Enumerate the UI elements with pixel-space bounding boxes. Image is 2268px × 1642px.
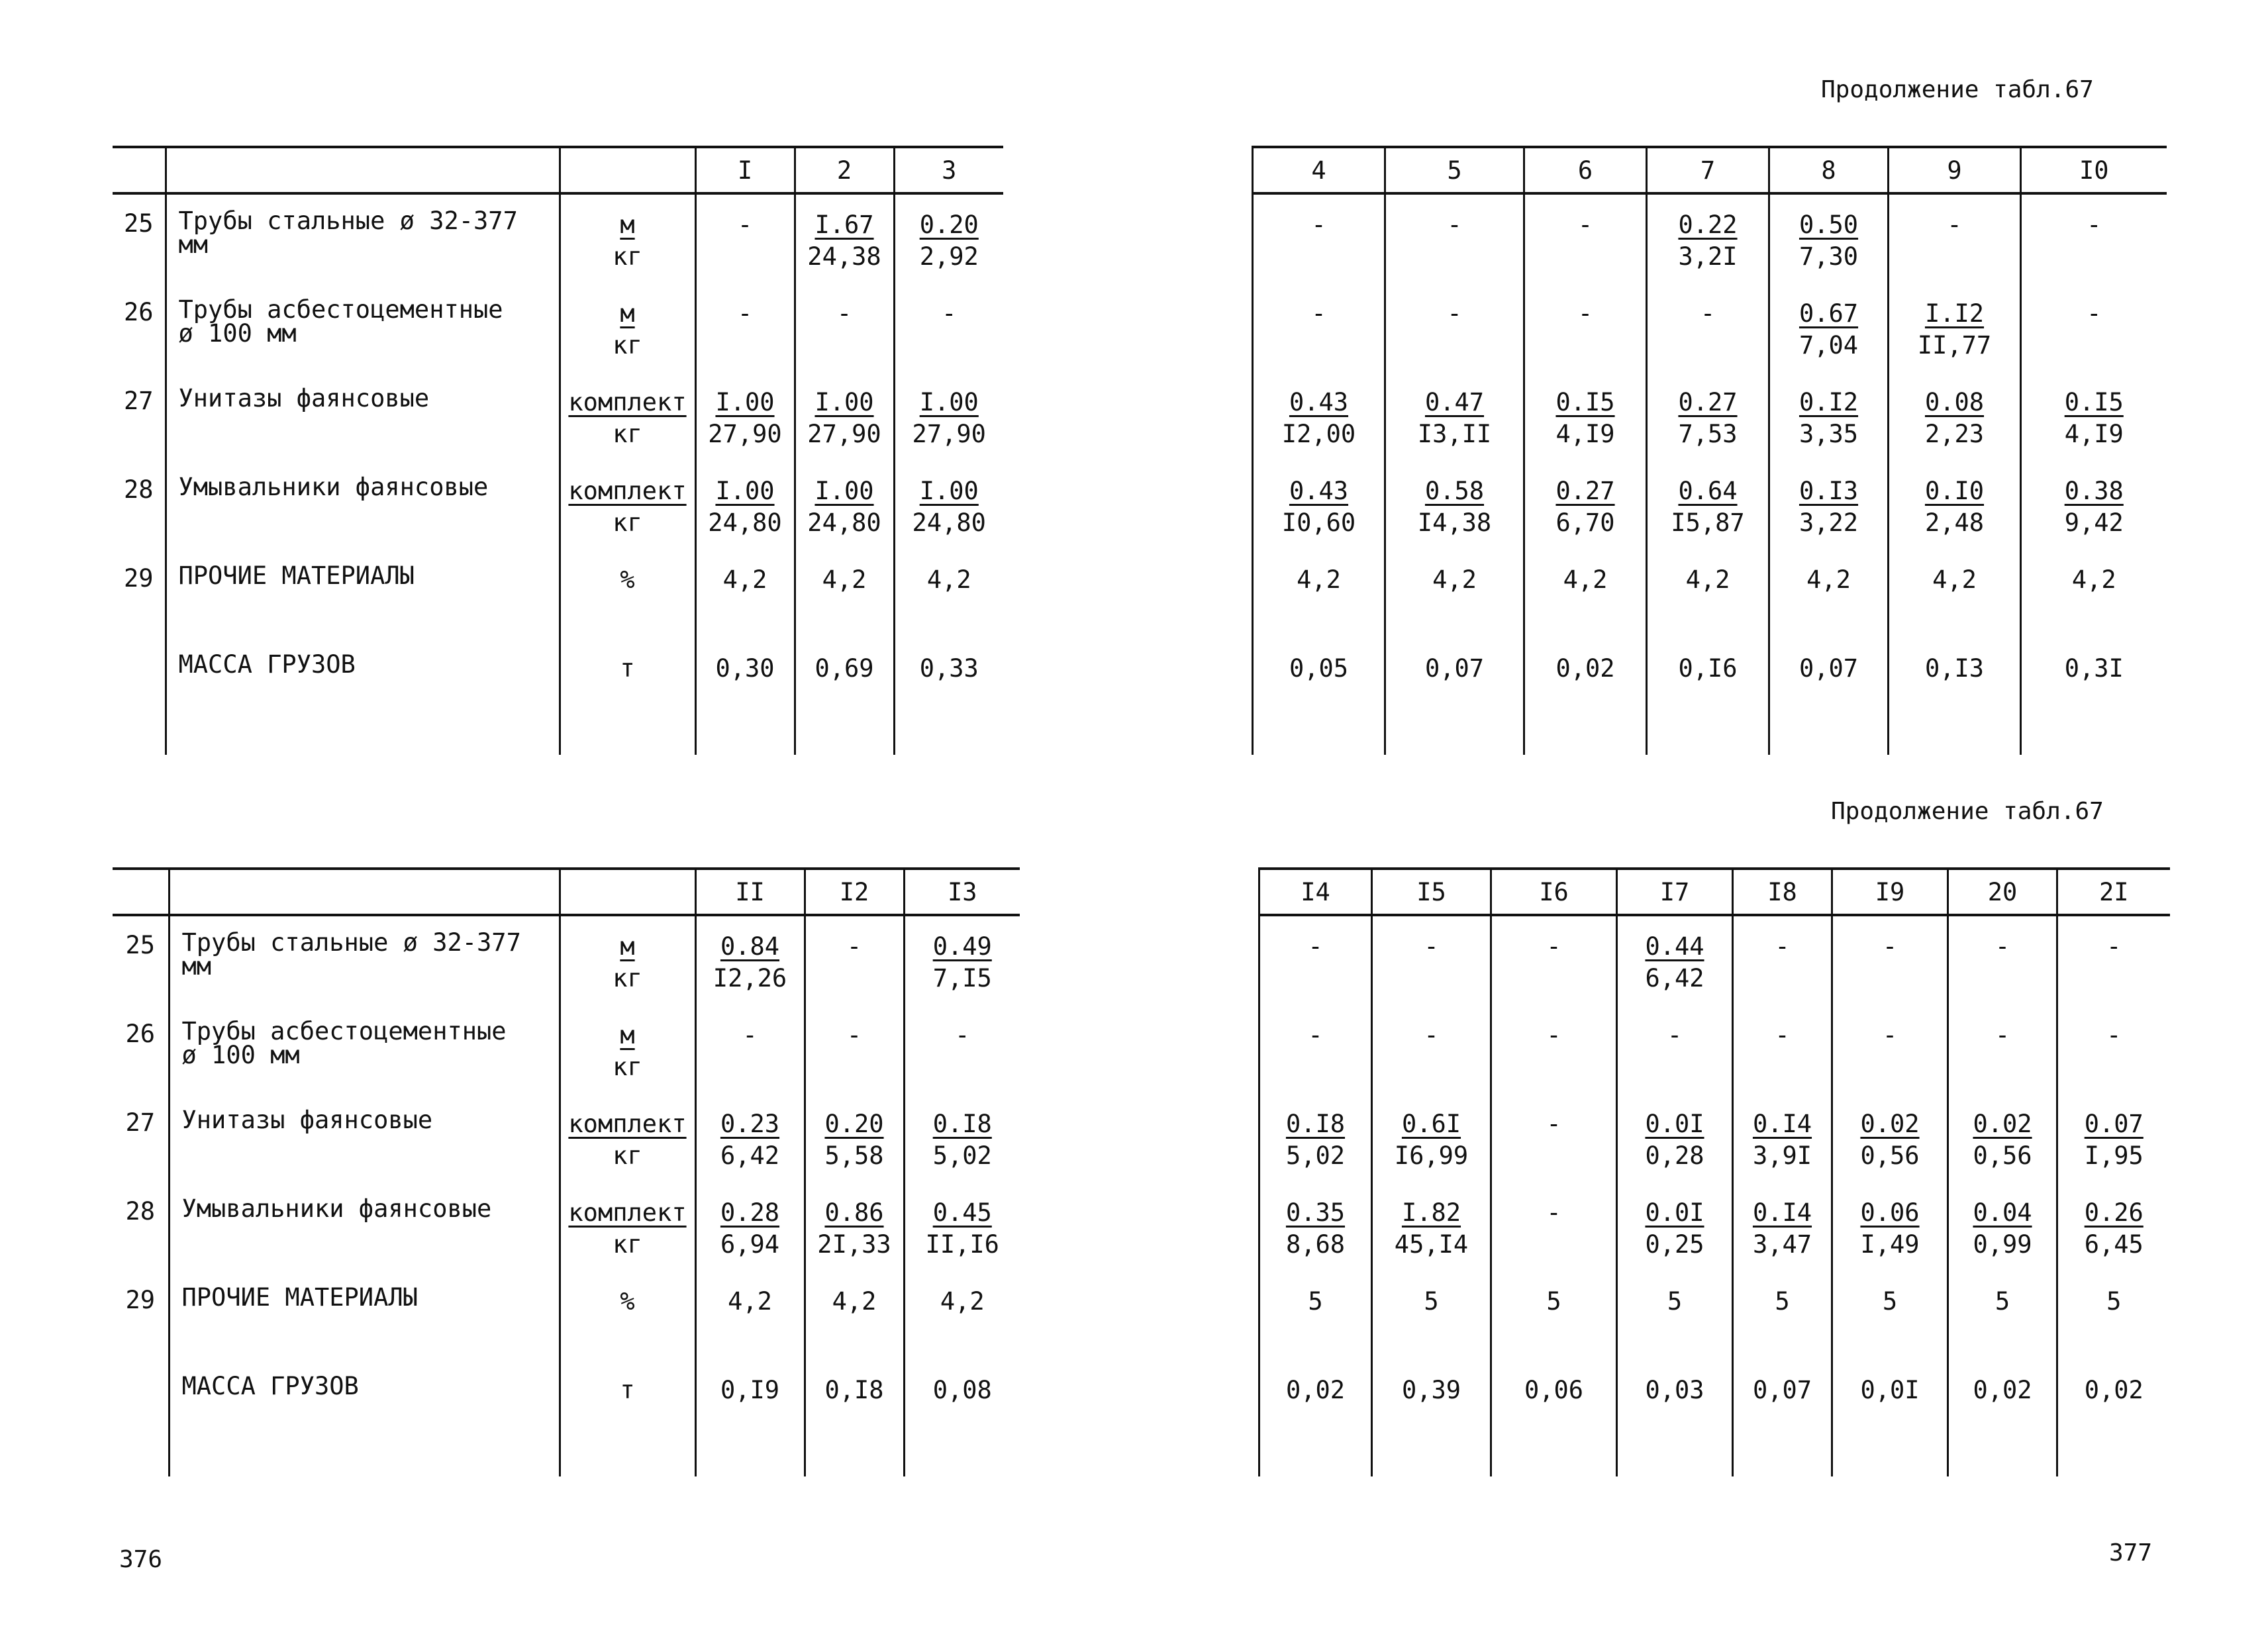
- value: 4,2: [940, 1287, 985, 1316]
- unit-secondary: кг: [613, 242, 642, 271]
- value: -: [2087, 299, 2102, 328]
- unit-secondary: кг: [613, 508, 642, 537]
- value: -: [2087, 211, 2102, 239]
- value-mass: 6,42: [1645, 964, 1704, 992]
- value-mass: 3,2I: [1678, 242, 1738, 271]
- value: 0.20: [824, 1110, 884, 1138]
- value: 0.06: [1860, 1198, 1920, 1227]
- value: 5: [2106, 1287, 2122, 1316]
- value: -: [1995, 932, 2010, 961]
- col-header: II: [695, 869, 805, 915]
- value: -: [955, 1021, 970, 1049]
- value: -: [1882, 932, 1898, 961]
- col-header: I7: [1617, 869, 1733, 915]
- page-number-right: 377: [2109, 1539, 2153, 1567]
- value: 0,I6: [1678, 654, 1738, 683]
- value: I.82: [1401, 1198, 1461, 1227]
- value: -: [1775, 932, 1790, 961]
- row-name: Унитазы фаянсовые: [181, 1106, 433, 1134]
- value: 0,02: [1285, 1376, 1346, 1404]
- value: 4,2: [722, 565, 767, 594]
- value: 4,2: [2071, 565, 2116, 594]
- caption-top: Продолжение табл.67: [1821, 76, 2094, 103]
- value: -: [1882, 1021, 1898, 1049]
- value-mass: 5,02: [932, 1141, 992, 1170]
- value-mass: II,I6: [925, 1230, 999, 1259]
- value: 0.07: [2084, 1110, 2144, 1138]
- value: I.00: [814, 477, 874, 505]
- caption-bottom: Продолжение табл.67: [1831, 798, 2104, 825]
- value: 0,05: [1289, 654, 1349, 683]
- row-number: 26: [123, 298, 154, 326]
- row-number: 29: [125, 1286, 156, 1314]
- value: I.67: [814, 211, 874, 239]
- col-header: 2: [795, 147, 894, 193]
- value-mass: 45,I4: [1394, 1230, 1469, 1259]
- value: 0,3I: [2064, 654, 2124, 683]
- value: 0.I2: [1799, 388, 1859, 416]
- value: -: [1311, 211, 1326, 239]
- value: 0.67: [1799, 299, 1859, 328]
- row-number: 29: [123, 564, 154, 593]
- value: 0,33: [919, 654, 979, 683]
- value-mass: 2,23: [1924, 420, 1985, 448]
- value-mass: 27,90: [708, 420, 782, 448]
- value: 0.08: [1924, 388, 1985, 416]
- value: -: [1308, 1021, 1323, 1049]
- value: 4,2: [926, 565, 971, 594]
- value-mass: I2,26: [713, 964, 787, 992]
- value: 0.45: [932, 1198, 992, 1227]
- value-mass: I,49: [1860, 1230, 1920, 1259]
- value-mass: 8,68: [1285, 1230, 1346, 1259]
- row-name: Трубы стальные ø 32-377 мм: [181, 928, 521, 981]
- value: 4,2: [1932, 565, 1977, 594]
- value: -: [1424, 932, 1439, 961]
- value-mass: I2,00: [1281, 420, 1356, 448]
- value-mass: 7,I5: [932, 964, 992, 992]
- value: 0,I9: [720, 1376, 780, 1404]
- value: -: [2106, 1021, 2122, 1049]
- value-mass: II,77: [1917, 331, 1992, 360]
- value: 0.I4: [1752, 1198, 1812, 1227]
- value: 0.26: [2084, 1198, 2144, 1227]
- value-mass: I4,38: [1417, 508, 1492, 537]
- unit-primary: %: [620, 565, 635, 594]
- col-header: I3: [904, 869, 1020, 915]
- value: -: [1577, 299, 1593, 328]
- value: -: [1546, 1198, 1561, 1227]
- value-mass: 24,38: [807, 242, 881, 271]
- row-name: Умывальники фаянсовые: [178, 473, 489, 501]
- col-header: I: [695, 147, 795, 193]
- value: I.00: [919, 477, 979, 505]
- row-number: [113, 638, 165, 653]
- value: 0,03: [1645, 1376, 1704, 1404]
- unit-secondary: кг: [613, 1141, 642, 1170]
- col-header: 6: [1524, 147, 1647, 193]
- col-header: 5: [1385, 147, 1524, 193]
- value-mass: I0,60: [1281, 508, 1356, 537]
- value: -: [1308, 932, 1323, 961]
- row-number: 27: [123, 387, 154, 415]
- col-header: 3: [894, 147, 1003, 193]
- value-mass: I5,87: [1671, 508, 1745, 537]
- value-mass: 6,94: [720, 1230, 780, 1259]
- value: -: [737, 299, 753, 328]
- row-name: Умывальники фаянсовые: [181, 1194, 492, 1223]
- value-mass: 2,92: [919, 242, 979, 271]
- unit-secondary: кг: [613, 1230, 642, 1259]
- value-mass: 5,02: [1285, 1141, 1346, 1170]
- value: 0.43: [1289, 388, 1349, 416]
- value: -: [1775, 1021, 1790, 1049]
- value: 0,30: [715, 654, 775, 683]
- value: 0.64: [1678, 477, 1738, 505]
- value: I.I2: [1924, 299, 1985, 328]
- value: 0.0I: [1645, 1110, 1704, 1138]
- col-header: I9: [1832, 869, 1948, 915]
- value: -: [1447, 299, 1462, 328]
- value: 0.02: [1973, 1110, 2032, 1138]
- value-mass: I6,99: [1394, 1141, 1469, 1170]
- value: 5: [1546, 1287, 1561, 1316]
- value: -: [1700, 299, 1716, 328]
- unit-primary: %: [620, 1287, 635, 1316]
- value: 0.I8: [1285, 1110, 1346, 1138]
- row-name: ПРОЧИЕ МАТЕРИАЛЫ: [181, 1283, 418, 1312]
- unit-primary: т: [620, 654, 635, 683]
- value: 5: [1995, 1287, 2010, 1316]
- value: 0.04: [1973, 1198, 2032, 1227]
- value: -: [1447, 211, 1462, 239]
- value-mass: 6,70: [1555, 508, 1615, 537]
- value: 5: [1667, 1287, 1683, 1316]
- value-mass: 2I,33: [817, 1230, 891, 1259]
- value: 4,2: [822, 565, 867, 594]
- value-mass: 0,56: [1860, 1141, 1920, 1170]
- value: 4,2: [832, 1287, 877, 1316]
- unit-primary: м: [620, 299, 635, 328]
- value-mass: 27,90: [807, 420, 881, 448]
- value-mass: 9,42: [2064, 508, 2124, 537]
- value: 0.58: [1424, 477, 1485, 505]
- value: -: [1577, 211, 1593, 239]
- value: 0.I0: [1924, 477, 1985, 505]
- value-mass: 3,22: [1799, 508, 1859, 537]
- value: 0.49: [932, 932, 992, 961]
- col-header: 4: [1253, 147, 1385, 193]
- value: 0.38: [2064, 477, 2124, 505]
- value-mass: 0,25: [1645, 1230, 1704, 1259]
- value: 0.02: [1860, 1110, 1920, 1138]
- value-mass: 7,53: [1678, 420, 1738, 448]
- value: -: [1995, 1021, 2010, 1049]
- value: 0.6I: [1401, 1110, 1461, 1138]
- row-name: Трубы стальные ø 32-377 мм: [178, 207, 518, 259]
- value: 5: [1308, 1287, 1323, 1316]
- col-header: I2: [805, 869, 904, 915]
- value: 0,07: [1752, 1376, 1812, 1404]
- value: I.00: [715, 388, 775, 416]
- unit-secondary: кг: [613, 1053, 642, 1081]
- col-header: I6: [1491, 869, 1617, 915]
- value: 0.I5: [2064, 388, 2124, 416]
- value: -: [942, 299, 957, 328]
- value: 0.86: [824, 1198, 884, 1227]
- value: I.00: [919, 388, 979, 416]
- value: 0.I4: [1752, 1110, 1812, 1138]
- value: -: [836, 299, 852, 328]
- value-mass: 24,80: [912, 508, 986, 537]
- unit-primary: т: [620, 1376, 635, 1404]
- value: 0.35: [1285, 1198, 1346, 1227]
- row-number: 27: [125, 1108, 156, 1137]
- value-mass: 3,9I: [1752, 1141, 1812, 1170]
- value: 4,2: [1806, 565, 1851, 594]
- value: -: [742, 1021, 758, 1049]
- unit-primary: м: [620, 211, 635, 239]
- col-header: I0: [2021, 147, 2167, 193]
- col-header: I5: [1372, 869, 1491, 915]
- value: I.00: [715, 477, 775, 505]
- value: I.00: [814, 388, 874, 416]
- value: -: [846, 932, 862, 961]
- value-mass: 6,45: [2084, 1230, 2144, 1259]
- value-mass: I3,II: [1417, 420, 1492, 448]
- page-number-left: 376: [119, 1546, 163, 1573]
- value: 4,2: [728, 1287, 772, 1316]
- value: 4,2: [1685, 565, 1730, 594]
- value-mass: 7,30: [1799, 242, 1859, 271]
- value: 0.28: [720, 1198, 780, 1227]
- value: -: [2106, 932, 2122, 961]
- value: 0,I3: [1924, 654, 1985, 683]
- row-name: ПРОЧИЕ МАТЕРИАЛЫ: [178, 561, 415, 590]
- value: 0.I5: [1555, 388, 1615, 416]
- value: 0.20: [919, 211, 979, 239]
- value: 0.I8: [932, 1110, 992, 1138]
- value-mass: 0,56: [1973, 1141, 2032, 1170]
- value-mass: 24,80: [708, 508, 782, 537]
- unit-primary: комплект: [568, 1198, 687, 1227]
- value: 0,06: [1524, 1376, 1584, 1404]
- value: -: [1546, 932, 1561, 961]
- row-name: МАССА ГРУЗОВ: [178, 650, 356, 679]
- row-name: Унитазы фаянсовые: [178, 384, 430, 412]
- value: 0.44: [1645, 932, 1704, 961]
- unit-primary: комплект: [568, 1110, 687, 1138]
- value-mass: 4,I9: [1555, 420, 1615, 448]
- value-mass: 5,58: [824, 1141, 884, 1170]
- value: 0,39: [1401, 1376, 1461, 1404]
- value: 0.84: [720, 932, 780, 961]
- table-top-right: [1252, 146, 2167, 755]
- row-number: 26: [125, 1020, 156, 1048]
- value-mass: 4,I9: [2064, 420, 2124, 448]
- table-bottom-right: [1258, 867, 2170, 1476]
- value: 0.23: [720, 1110, 780, 1138]
- row-name: Трубы асбестоцементные ø 100 мм: [181, 1017, 507, 1069]
- value: 0.50: [1799, 211, 1859, 239]
- value: 0,07: [1424, 654, 1485, 683]
- col-header: 9: [1889, 147, 2021, 193]
- value: 0,0I: [1860, 1376, 1920, 1404]
- value: -: [1311, 299, 1326, 328]
- value: -: [1947, 211, 1962, 239]
- col-header: I8: [1733, 869, 1832, 915]
- value-mass: 27,90: [912, 420, 986, 448]
- row-number: [113, 1360, 168, 1375]
- value: 0.43: [1289, 477, 1349, 505]
- value: 0.27: [1678, 388, 1738, 416]
- row-number: 28: [123, 475, 154, 504]
- value: 0,02: [2084, 1376, 2144, 1404]
- value: -: [1667, 1021, 1683, 1049]
- value: 5: [1882, 1287, 1898, 1316]
- col-header: 7: [1647, 147, 1769, 193]
- value-mass: 24,80: [807, 508, 881, 537]
- value: 0.47: [1424, 388, 1485, 416]
- row-name: МАССА ГРУЗОВ: [181, 1372, 359, 1400]
- col-header: 20: [1948, 869, 2057, 915]
- value: 4,2: [1432, 565, 1477, 594]
- value-mass: 6,42: [720, 1141, 780, 1170]
- value: -: [737, 211, 753, 239]
- value-mass: 7,04: [1799, 331, 1859, 360]
- row-number: 25: [125, 931, 156, 959]
- value-mass: 2,48: [1924, 508, 1985, 537]
- value: 0.22: [1678, 211, 1738, 239]
- table-bottom-left: [113, 867, 1020, 1476]
- unit-primary: м: [620, 1021, 635, 1049]
- value-mass: I,95: [2084, 1141, 2144, 1170]
- value: -: [1546, 1110, 1561, 1138]
- unit-secondary: кг: [613, 420, 642, 448]
- value-mass: 3,47: [1752, 1230, 1812, 1259]
- row-name: Трубы асбестоцементные ø 100 мм: [178, 295, 503, 348]
- value: 5: [1424, 1287, 1439, 1316]
- value: 0.0I: [1645, 1198, 1704, 1227]
- value: -: [1424, 1021, 1439, 1049]
- value: 0,69: [814, 654, 874, 683]
- unit-secondary: кг: [613, 331, 642, 360]
- value: 4,2: [1563, 565, 1608, 594]
- value: 0,07: [1799, 654, 1859, 683]
- value-mass: 0,99: [1973, 1230, 2032, 1259]
- col-header: I4: [1259, 869, 1372, 915]
- row-number: 25: [123, 209, 154, 238]
- col-header: 2I: [2057, 869, 2170, 915]
- value: 0,08: [932, 1376, 992, 1404]
- col-header: 8: [1769, 147, 1889, 193]
- value: 0,02: [1973, 1376, 2032, 1404]
- row-number: 28: [125, 1197, 156, 1226]
- unit-primary: комплект: [568, 388, 687, 416]
- value: 0,I8: [824, 1376, 884, 1404]
- value-mass: 3,35: [1799, 420, 1859, 448]
- value: 0.27: [1555, 477, 1615, 505]
- value: 0.I3: [1799, 477, 1859, 505]
- table-top-left: [113, 146, 1003, 755]
- unit-primary: м: [620, 932, 635, 961]
- value-mass: 0,28: [1645, 1141, 1704, 1170]
- unit-secondary: кг: [613, 964, 642, 992]
- value: 4,2: [1297, 565, 1341, 594]
- value: 5: [1775, 1287, 1790, 1316]
- value: -: [1546, 1021, 1561, 1049]
- value: -: [846, 1021, 862, 1049]
- value: 0,02: [1555, 654, 1615, 683]
- unit-primary: комплект: [568, 477, 687, 505]
